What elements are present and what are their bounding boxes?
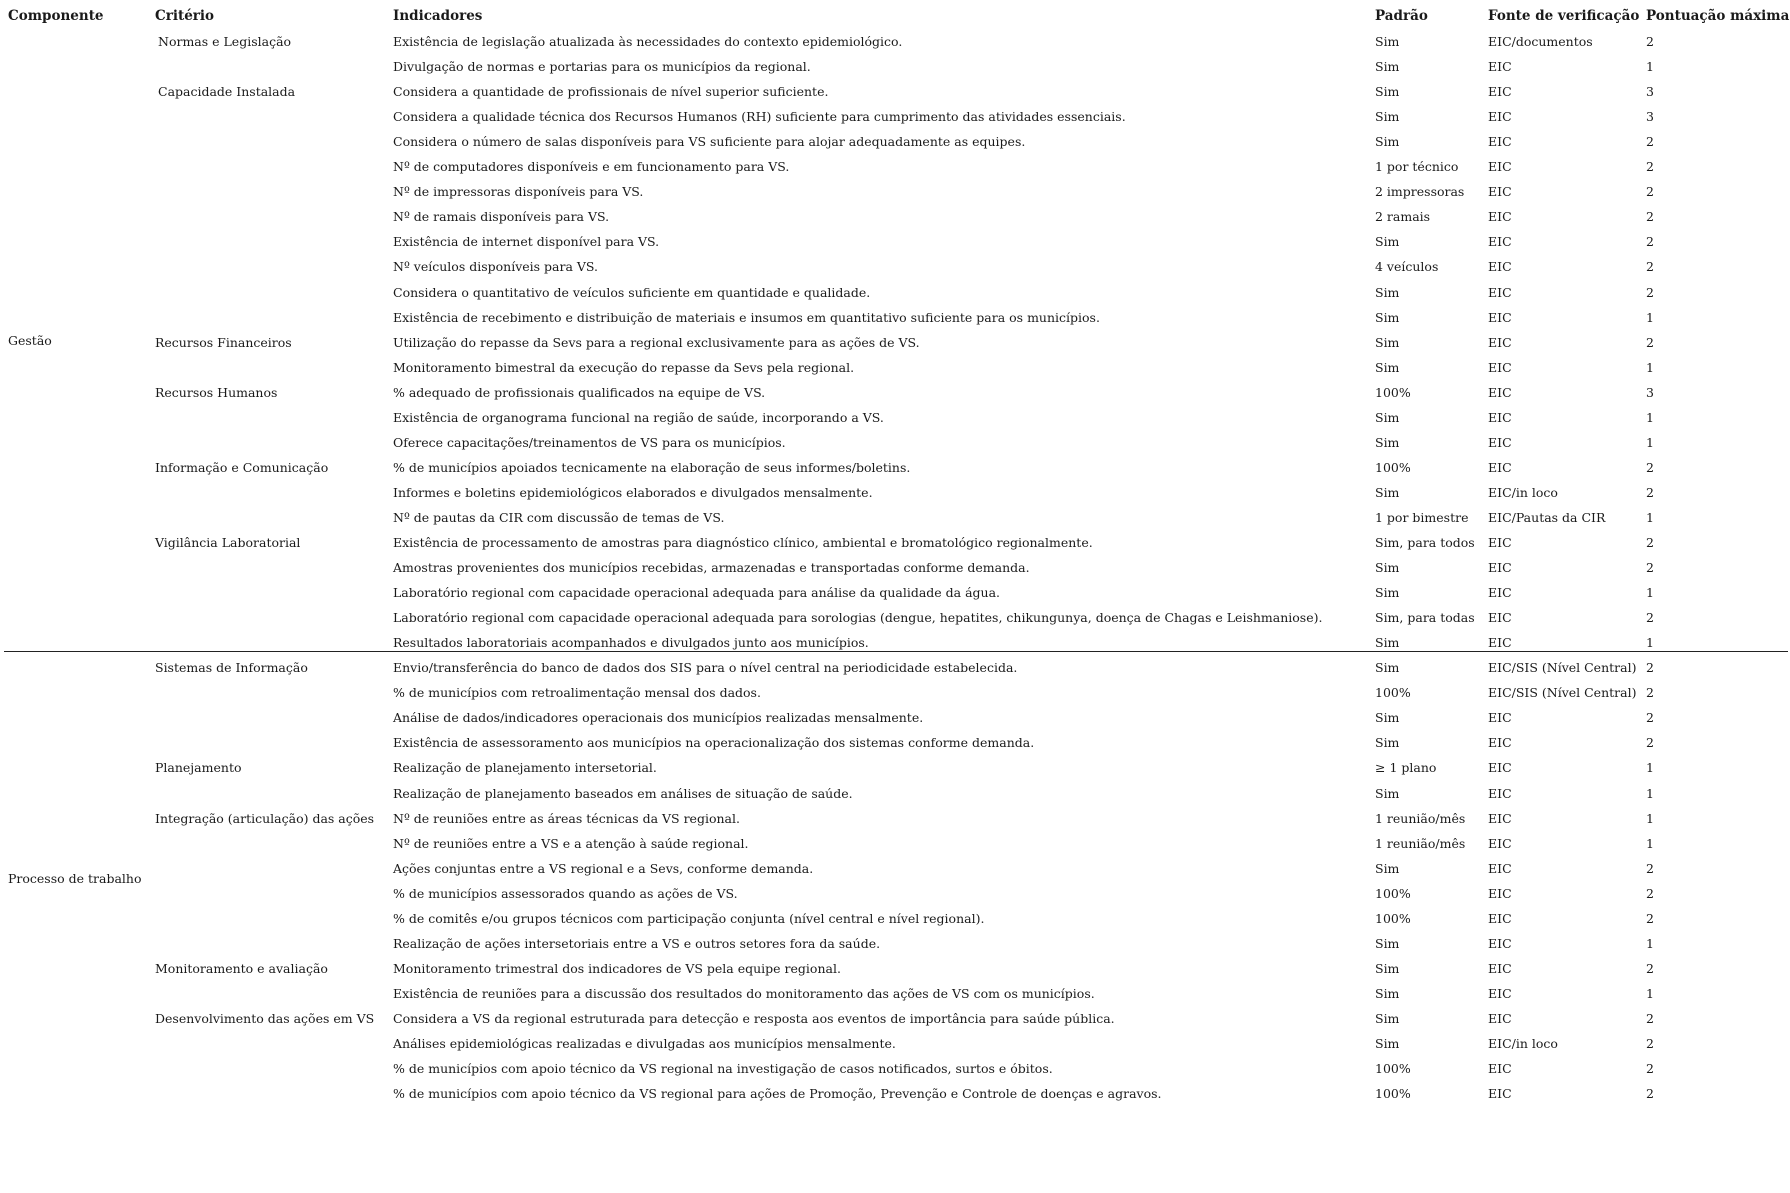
pontuacao-cell: 1 bbox=[1646, 310, 1654, 325]
criterio-cell: Vigilância Laboratorial bbox=[155, 535, 301, 550]
pontuacao-cell: 1 bbox=[1646, 936, 1654, 951]
pontuacao-cell: 2 bbox=[1646, 735, 1654, 750]
padrao-cell: Sim bbox=[1375, 585, 1400, 600]
fonte-cell: EIC bbox=[1488, 936, 1512, 951]
indicador-cell: % de municípios apoiados tecnicamente na elaboração de seus informes/boletins. bbox=[393, 460, 911, 475]
padrao-cell: 100% bbox=[1375, 1086, 1411, 1101]
padrao-cell: Sim bbox=[1375, 435, 1400, 450]
pontuacao-cell: 2 bbox=[1646, 335, 1654, 350]
fonte-cell: EIC bbox=[1488, 109, 1512, 124]
pontuacao-cell: 3 bbox=[1646, 385, 1654, 400]
pontuacao-cell: 2 bbox=[1646, 1036, 1654, 1051]
pontuacao-cell: 1 bbox=[1646, 410, 1654, 425]
header-padrao: Padrão bbox=[1375, 8, 1428, 24]
header-indicadores: Indicadores bbox=[393, 8, 483, 24]
indicador-cell: Existência de processamento de amostras para diagnóstico clínico, ambiental e bromatológico regionalmente. bbox=[393, 535, 1093, 550]
pontuacao-cell: 2 bbox=[1646, 209, 1654, 224]
padrao-cell: Sim bbox=[1375, 1011, 1400, 1026]
fonte-cell: EIC bbox=[1488, 259, 1512, 274]
componente-gestao: Gestão bbox=[8, 333, 52, 348]
indicador-cell: Informes e boletins epidemiológicos elaborados e divulgados mensalmente. bbox=[393, 485, 873, 500]
indicador-cell: Existência de internet disponível para VS. bbox=[393, 234, 660, 249]
pontuacao-cell: 2 bbox=[1646, 234, 1654, 249]
pontuacao-cell: 1 bbox=[1646, 786, 1654, 801]
indicador-cell: % adequado de profissionais qualificados na equipe de VS. bbox=[393, 385, 766, 400]
criterio-cell: Desenvolvimento das ações em VS bbox=[155, 1011, 375, 1026]
fonte-cell: EIC bbox=[1488, 961, 1512, 976]
indicador-cell: Realização de planejamento intersetorial. bbox=[393, 760, 657, 775]
componente-processo-de-trabalho: Processo de trabalho bbox=[8, 871, 142, 886]
pontuacao-cell: 2 bbox=[1646, 961, 1654, 976]
fonte-cell: EIC bbox=[1488, 610, 1512, 625]
indicador-cell: Laboratório regional com capacidade operacional adequada para análise da qualidade da água. bbox=[393, 585, 1001, 600]
fonte-cell: EIC bbox=[1488, 84, 1512, 99]
indicador-cell: Nº de reuniões entre as áreas técnicas da VS regional. bbox=[393, 811, 740, 826]
pontuacao-cell: 1 bbox=[1646, 836, 1654, 851]
indicador-cell: Nº de ramais disponíveis para VS. bbox=[393, 209, 610, 224]
indicador-cell: Nº de computadores disponíveis e em funcionamento para VS. bbox=[393, 159, 790, 174]
padrao-cell: 1 por bimestre bbox=[1375, 510, 1469, 525]
padrao-cell: Sim bbox=[1375, 786, 1400, 801]
padrao-cell: Sim bbox=[1375, 134, 1400, 149]
padrao-cell: Sim bbox=[1375, 560, 1400, 575]
fonte-cell: EIC bbox=[1488, 134, 1512, 149]
indicador-cell: % de municípios assessorados quando as ações de VS. bbox=[393, 886, 738, 901]
pontuacao-cell: 1 bbox=[1646, 986, 1654, 1001]
padrao-cell: Sim bbox=[1375, 710, 1400, 725]
padrao-cell: Sim bbox=[1375, 234, 1400, 249]
padrao-cell: 100% bbox=[1375, 886, 1411, 901]
pontuacao-cell: 2 bbox=[1646, 34, 1654, 49]
fonte-cell: EIC bbox=[1488, 585, 1512, 600]
indicador-cell: % de municípios com retroalimentação mensal dos dados. bbox=[393, 685, 761, 700]
padrao-cell: Sim bbox=[1375, 961, 1400, 976]
padrao-cell: Sim bbox=[1375, 861, 1400, 876]
indicador-cell: Considera o quantitativo de veículos suficiente em quantidade e qualidade. bbox=[393, 285, 871, 300]
fonte-cell: EIC bbox=[1488, 184, 1512, 199]
fonte-cell: EIC bbox=[1488, 285, 1512, 300]
pontuacao-cell: 2 bbox=[1646, 660, 1654, 675]
padrao-cell: Sim bbox=[1375, 84, 1400, 99]
pontuacao-cell: 2 bbox=[1646, 184, 1654, 199]
header-criterio: Critério bbox=[155, 8, 215, 24]
indicador-cell: Nº de reuniões entre a VS e a atenção à saúde regional. bbox=[393, 836, 749, 851]
indicador-cell: Divulgação de normas e portarias para os municípios da regional. bbox=[393, 59, 811, 74]
fonte-cell: EIC bbox=[1488, 986, 1512, 1001]
indicador-cell: % de comitês e/ou grupos técnicos com participação conjunta (nível central e nível regional). bbox=[393, 911, 985, 926]
criterio-cell: Integração (articulação) das ações bbox=[155, 811, 375, 826]
fonte-cell: EIC bbox=[1488, 811, 1512, 826]
pontuacao-cell: 1 bbox=[1646, 585, 1654, 600]
fonte-cell: EIC bbox=[1488, 1061, 1512, 1076]
padrao-cell: 100% bbox=[1375, 1061, 1411, 1076]
fonte-cell: EIC bbox=[1488, 786, 1512, 801]
criterio-cell: Informação e Comunicação bbox=[155, 460, 329, 475]
pontuacao-cell: 1 bbox=[1646, 811, 1654, 826]
pontuacao-cell: 2 bbox=[1646, 460, 1654, 475]
pontuacao-cell: 3 bbox=[1646, 84, 1654, 99]
criterio-cell: Monitoramento e avaliação bbox=[155, 961, 328, 976]
padrao-cell: Sim bbox=[1375, 410, 1400, 425]
indicador-cell: Oferece capacitações/treinamentos de VS para os municípios. bbox=[393, 435, 786, 450]
criterio-cell: Capacidade Instalada bbox=[158, 84, 296, 99]
fonte-cell: EIC bbox=[1488, 310, 1512, 325]
indicador-cell: Nº de impressoras disponíveis para VS. bbox=[393, 184, 644, 199]
indicador-cell: Utilização do repasse da Sevs para a regional exclusivamente para as ações de VS. bbox=[393, 335, 920, 350]
fonte-cell: EIC/in loco bbox=[1488, 485, 1558, 500]
pontuacao-cell: 1 bbox=[1646, 360, 1654, 375]
fonte-cell: EIC bbox=[1488, 159, 1512, 174]
fonte-cell: EIC bbox=[1488, 410, 1512, 425]
pontuacao-cell: 1 bbox=[1646, 59, 1654, 74]
section-divider bbox=[4, 651, 1788, 652]
fonte-cell: EIC/SIS (Nível Central) bbox=[1488, 660, 1637, 675]
fonte-cell: EIC bbox=[1488, 911, 1512, 926]
indicador-cell: % de municípios com apoio técnico da VS regional para ações de Promoção, Prevenção e Controle de doenças e agravos. bbox=[393, 1086, 1162, 1101]
indicador-cell: Resultados laboratoriais acompanhados e divulgados junto aos municípios. bbox=[393, 635, 869, 650]
padrao-cell: Sim bbox=[1375, 59, 1400, 74]
header-fonte: Fonte de verificação bbox=[1488, 8, 1640, 24]
padrao-cell: Sim bbox=[1375, 109, 1400, 124]
padrao-cell: 2 ramais bbox=[1375, 209, 1431, 224]
padrao-cell: Sim bbox=[1375, 1036, 1400, 1051]
pontuacao-cell: 2 bbox=[1646, 285, 1654, 300]
indicador-cell: Realização de ações intersetoriais entre a VS e outros setores fora da saúde. bbox=[393, 936, 881, 951]
fonte-cell: EIC bbox=[1488, 735, 1512, 750]
fonte-cell: EIC bbox=[1488, 535, 1512, 550]
padrao-cell: Sim bbox=[1375, 34, 1400, 49]
padrao-cell: Sim, para todas bbox=[1375, 610, 1475, 625]
padrao-cell: Sim, para todos bbox=[1375, 535, 1475, 550]
pontuacao-cell: 2 bbox=[1646, 485, 1654, 500]
fonte-cell: EIC bbox=[1488, 435, 1512, 450]
pontuacao-cell: 2 bbox=[1646, 610, 1654, 625]
indicador-cell: Amostras provenientes dos municípios recebidas, armazenadas e transportadas conforme demanda. bbox=[393, 560, 1030, 575]
fonte-cell: EIC/documentos bbox=[1488, 34, 1593, 49]
pontuacao-cell: 1 bbox=[1646, 510, 1654, 525]
header-pontuacao: Pontuação máxima bbox=[1646, 8, 1790, 24]
indicador-cell: Existência de reuniões para a discussão dos resultados do monitoramento das ações de VS com os municípios. bbox=[393, 986, 1095, 1001]
padrao-cell: 1 por técnico bbox=[1375, 159, 1459, 174]
padrao-cell: 100% bbox=[1375, 911, 1411, 926]
fonte-cell: EIC/Pautas da CIR bbox=[1488, 510, 1606, 525]
fonte-cell: EIC bbox=[1488, 360, 1512, 375]
indicador-cell: Existência de recebimento e distribuição de materiais e insumos em quantitativo suficiente para os municípios. bbox=[393, 310, 1100, 325]
fonte-cell: EIC/SIS (Nível Central) bbox=[1488, 685, 1637, 700]
padrao-cell: 100% bbox=[1375, 685, 1411, 700]
padrao-cell: 100% bbox=[1375, 385, 1411, 400]
indicador-cell: Existência de organograma funcional na região de saúde, incorporando a VS. bbox=[393, 410, 884, 425]
fonte-cell: EIC bbox=[1488, 59, 1512, 74]
fonte-cell: EIC bbox=[1488, 710, 1512, 725]
pontuacao-cell: 2 bbox=[1646, 1061, 1654, 1076]
padrao-cell: Sim bbox=[1375, 936, 1400, 951]
fonte-cell: EIC bbox=[1488, 460, 1512, 475]
indicador-cell: Análise de dados/indicadores operacionais dos municípios realizadas mensalmente. bbox=[393, 710, 924, 725]
padrao-cell: 4 veículos bbox=[1375, 259, 1439, 274]
pontuacao-cell: 2 bbox=[1646, 911, 1654, 926]
fonte-cell: EIC bbox=[1488, 234, 1512, 249]
fonte-cell: EIC bbox=[1488, 385, 1512, 400]
indicador-cell: Laboratório regional com capacidade operacional adequada para sorologias (dengue, hepatites, chikungunya, doença de Chagas e Leishmaniose). bbox=[393, 610, 1323, 625]
indicador-cell: % de municípios com apoio técnico da VS regional na investigação de casos notificados, surtos e óbitos. bbox=[393, 1061, 1053, 1076]
indicador-cell: Considera a quantidade de profissionais de nível superior suficiente. bbox=[393, 84, 829, 99]
fonte-cell: EIC bbox=[1488, 1011, 1512, 1026]
indicador-cell: Existência de legislação atualizada às necessidades do contexto epidemiológico. bbox=[393, 34, 903, 49]
pontuacao-cell: 2 bbox=[1646, 560, 1654, 575]
indicador-cell: Existência de assessoramento aos municípios na operacionalização dos sistemas conforme demanda. bbox=[393, 735, 1035, 750]
padrao-cell: Sim bbox=[1375, 660, 1400, 675]
padrao-cell: Sim bbox=[1375, 635, 1400, 650]
criterio-cell: Recursos Humanos bbox=[155, 385, 278, 400]
pontuacao-cell: 2 bbox=[1646, 886, 1654, 901]
pontuacao-cell: 2 bbox=[1646, 710, 1654, 725]
padrao-cell: Sim bbox=[1375, 335, 1400, 350]
fonte-cell: EIC/in loco bbox=[1488, 1036, 1558, 1051]
fonte-cell: EIC bbox=[1488, 335, 1512, 350]
criterio-cell: Recursos Financeiros bbox=[155, 335, 292, 350]
pontuacao-cell: 2 bbox=[1646, 134, 1654, 149]
indicador-cell: Ações conjuntas entre a VS regional e a Sevs, conforme demanda. bbox=[393, 861, 814, 876]
indicador-cell: Considera o número de salas disponíveis para VS suficiente para alojar adequadamente as equipes. bbox=[393, 134, 1026, 149]
pontuacao-cell: 2 bbox=[1646, 535, 1654, 550]
fonte-cell: EIC bbox=[1488, 635, 1512, 650]
fonte-cell: EIC bbox=[1488, 209, 1512, 224]
criterio-cell: Sistemas de Informação bbox=[155, 660, 308, 675]
pontuacao-cell: 2 bbox=[1646, 259, 1654, 274]
indicador-cell: Considera a VS da regional estruturada para detecção e resposta aos eventos de importância para saúde pública. bbox=[393, 1011, 1115, 1026]
fonte-cell: EIC bbox=[1488, 1086, 1512, 1101]
fonte-cell: EIC bbox=[1488, 861, 1512, 876]
pontuacao-cell: 1 bbox=[1646, 760, 1654, 775]
pontuacao-cell: 3 bbox=[1646, 109, 1654, 124]
fonte-cell: EIC bbox=[1488, 836, 1512, 851]
indicador-cell: Nº de pautas da CIR com discussão de temas de VS. bbox=[393, 510, 725, 525]
header-componente: Componente bbox=[8, 8, 104, 24]
pontuacao-cell: 1 bbox=[1646, 435, 1654, 450]
criterio-cell: Normas e Legislação bbox=[158, 34, 292, 49]
indicador-cell: Monitoramento trimestral dos indicadores de VS pela equipe regional. bbox=[393, 961, 841, 976]
indicador-cell: Monitoramento bimestral da execução do repasse da Sevs pela regional. bbox=[393, 360, 855, 375]
padrao-cell: Sim bbox=[1375, 310, 1400, 325]
indicador-cell: Considera a qualidade técnica dos Recursos Humanos (RH) suficiente para cumprimento das atividades essenciais. bbox=[393, 109, 1126, 124]
padrao-cell: 1 reunião/mês bbox=[1375, 811, 1466, 826]
padrao-cell: Sim bbox=[1375, 360, 1400, 375]
padrao-cell: Sim bbox=[1375, 735, 1400, 750]
padrao-cell: Sim bbox=[1375, 485, 1400, 500]
pontuacao-cell: 2 bbox=[1646, 1086, 1654, 1101]
fonte-cell: EIC bbox=[1488, 886, 1512, 901]
padrao-cell: 1 reunião/mês bbox=[1375, 836, 1466, 851]
indicador-cell: Nº veículos disponíveis para VS. bbox=[393, 259, 599, 274]
padrao-cell: ≥ 1 plano bbox=[1375, 760, 1437, 775]
criterio-cell: Planejamento bbox=[155, 760, 242, 775]
padrao-cell: Sim bbox=[1375, 986, 1400, 1001]
pontuacao-cell: 1 bbox=[1646, 635, 1654, 650]
pontuacao-cell: 2 bbox=[1646, 861, 1654, 876]
indicador-cell: Realização de planejamento baseados em análises de situação de saúde. bbox=[393, 786, 853, 801]
fonte-cell: EIC bbox=[1488, 560, 1512, 575]
indicador-cell: Envio/transferência do banco de dados dos SIS para o nível central na periodicidade estabelecida. bbox=[393, 660, 1018, 675]
padrao-cell: Sim bbox=[1375, 285, 1400, 300]
padrao-cell: 2 impressoras bbox=[1375, 184, 1465, 199]
pontuacao-cell: 2 bbox=[1646, 159, 1654, 174]
pontuacao-cell: 2 bbox=[1646, 685, 1654, 700]
padrao-cell: 100% bbox=[1375, 460, 1411, 475]
fonte-cell: EIC bbox=[1488, 760, 1512, 775]
pontuacao-cell: 2 bbox=[1646, 1011, 1654, 1026]
indicador-cell: Análises epidemiológicas realizadas e divulgadas aos municípios mensalmente. bbox=[393, 1036, 896, 1051]
